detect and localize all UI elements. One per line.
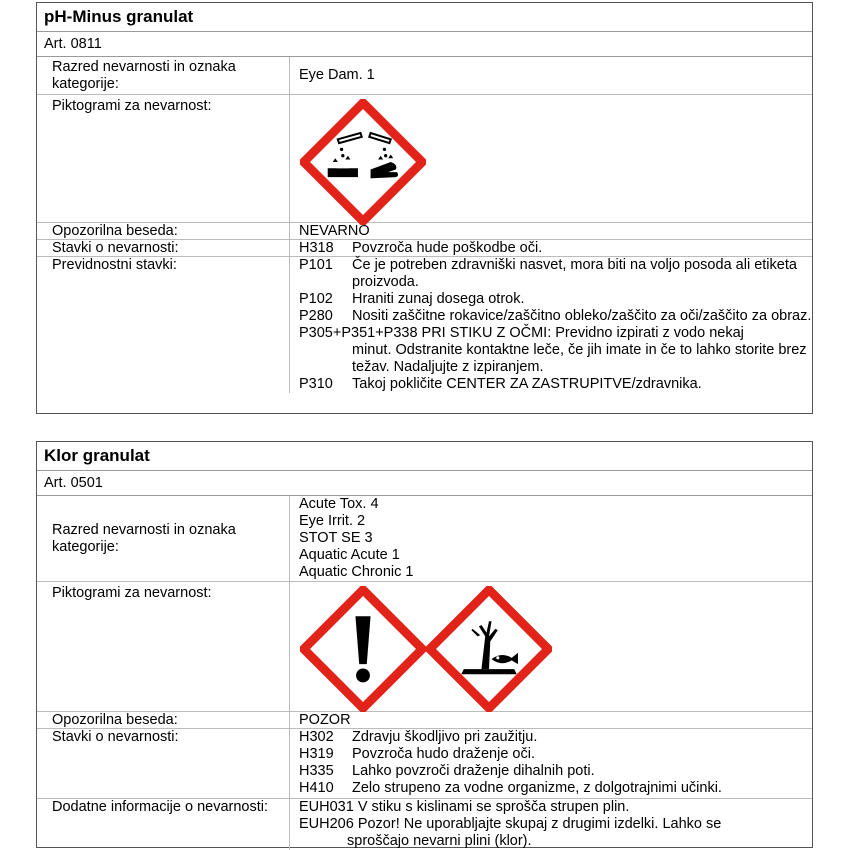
signal-word-value: POZOR	[299, 712, 351, 728]
hazard-class-value: Eye Dam. 1	[299, 67, 375, 83]
statement-text: Pozor! Ne uporabljajte skupaj z drugimi izdelki. Lahko se	[357, 816, 722, 832]
pictogram-row	[37, 95, 812, 223]
pictogram-label: Piktogrami za nevarnost:	[37, 582, 290, 711]
product-title: Klor granulat	[37, 442, 812, 471]
statement-text: Če je potreben zdravniški nasvet, mora biti na voljo posoda ali etiketa proizvoda.	[352, 257, 797, 290]
precautionary-statements-row	[37, 257, 812, 393]
precautionary-statement	[299, 325, 812, 342]
hazard-class-value: STOT SE 3	[299, 530, 373, 546]
hazard-class-value: Eye Irrit. 2	[299, 513, 366, 529]
pictogram-area	[290, 95, 812, 222]
article-number: Art. 0501	[37, 471, 812, 496]
supplemental-statement	[299, 799, 812, 816]
hazard-class-value: Aquatic Acute 1	[299, 547, 400, 563]
statement-code: P305+P351+P338	[299, 325, 418, 341]
precautionary-label: Previdnostni stavki:	[37, 257, 290, 393]
statement-text: Takoj pokličite CENTER ZA ZASTRUPITVE/zdravnika.	[352, 376, 702, 392]
corrosion-icon	[300, 99, 426, 225]
hazard-statement	[299, 746, 812, 763]
statement-code: H319	[299, 746, 334, 762]
hazard-class-row	[37, 496, 812, 582]
precautionary-statement	[299, 257, 812, 291]
precautionary-statement	[299, 376, 812, 393]
hazard-statement	[299, 763, 812, 780]
statement-text: PRI STIKU Z OČMI: Previdno izpirati z vodo nekaj	[421, 325, 744, 341]
statement-code: P101	[299, 257, 333, 273]
hazard-class-values	[290, 496, 812, 581]
statement-text: Povzroča hude poškodbe oči.	[352, 240, 543, 256]
statement-code: P280	[299, 308, 333, 324]
hazard-class-row	[37, 57, 812, 95]
signal-word-value: NEVARNO	[299, 223, 370, 239]
statement-text: Nositi zaščitne rokavice/zaščitno obleko/zaščito za oči/zaščito za obraz.	[352, 308, 812, 324]
statement-code: H302	[299, 729, 334, 745]
statement-code: P310	[299, 376, 333, 392]
product-title: pH-Minus granulat	[37, 3, 812, 32]
hazard-statements	[290, 729, 812, 798]
statement-continuation: sproščajo nevarni plini (klor).	[347, 833, 532, 849]
statement-text: Lahko povzroči draženje dihalnih poti.	[352, 763, 595, 779]
statement-text: Zelo strupeno za vodne organizme, z dolgotrajnimi učinki.	[352, 780, 722, 796]
article-number: Art. 0811	[37, 32, 812, 57]
statement-code: H410	[299, 780, 334, 796]
hazard-statements-label: Stavki o nevarnosti:	[37, 729, 290, 798]
hazard-class-label: Razred nevarnosti in oznaka kategorije:	[37, 57, 290, 94]
signal-word-label: Opozorilna beseda:	[37, 223, 290, 239]
statement-code: P102	[299, 291, 333, 307]
pictogram-row	[37, 582, 812, 712]
signal-word-label: Opozorilna beseda:	[37, 712, 290, 728]
statement-text: V stiku s kislinami se sprošča strupen plin.	[357, 799, 630, 815]
statement-text: Hraniti zunaj dosega otrok.	[352, 291, 525, 307]
hazard-statements-row	[37, 729, 812, 799]
hazard-class-label: Razred nevarnosti in oznaka kategorije:	[37, 496, 290, 581]
hazard-statement	[299, 729, 812, 746]
supplemental-statements	[290, 799, 812, 850]
statement-text: Zdravju škodljivo pri zaužitju.	[352, 729, 538, 745]
statement-code: H335	[299, 763, 334, 779]
statement-code: EUH031	[299, 799, 354, 815]
signal-word-row	[37, 223, 812, 240]
hazard-class-value: Aquatic Chronic 1	[299, 564, 414, 580]
hazard-class-values	[290, 57, 812, 94]
exclamation-mark-icon	[300, 586, 426, 712]
statement-code: H318	[299, 240, 334, 256]
hazard-statements-row	[37, 240, 812, 257]
precautionary-statement	[299, 308, 812, 325]
precautionary-statement	[299, 291, 812, 308]
supplemental-info-label: Dodatne informacije o nevarnosti:	[37, 799, 290, 850]
statement-text: Povzroča hudo draženje oči.	[352, 746, 535, 762]
pictogram-area	[290, 582, 812, 711]
hazard-statements	[290, 240, 812, 256]
product-card-ph-minus	[36, 2, 813, 414]
supplemental-info-row	[37, 799, 812, 850]
hazard-statements-label: Stavki o nevarnosti:	[37, 240, 290, 256]
signal-word-row	[37, 712, 812, 729]
precautionary-statements	[290, 257, 812, 393]
hazard-statement	[299, 240, 812, 257]
statement-code: EUH206	[299, 816, 354, 832]
pictogram-label: Piktogrami za nevarnost:	[37, 95, 290, 222]
supplemental-statement	[299, 816, 812, 833]
environment-icon	[426, 586, 552, 712]
hazard-class-value: Acute Tox. 4	[299, 496, 379, 512]
statement-continuation: minut. Odstranite kontaktne leče, če jih imate in če to lahko storite brez težav. Nadaljujte z izpiranjem.	[352, 342, 807, 375]
product-card-klor	[36, 441, 813, 848]
hazard-statement	[299, 780, 812, 797]
